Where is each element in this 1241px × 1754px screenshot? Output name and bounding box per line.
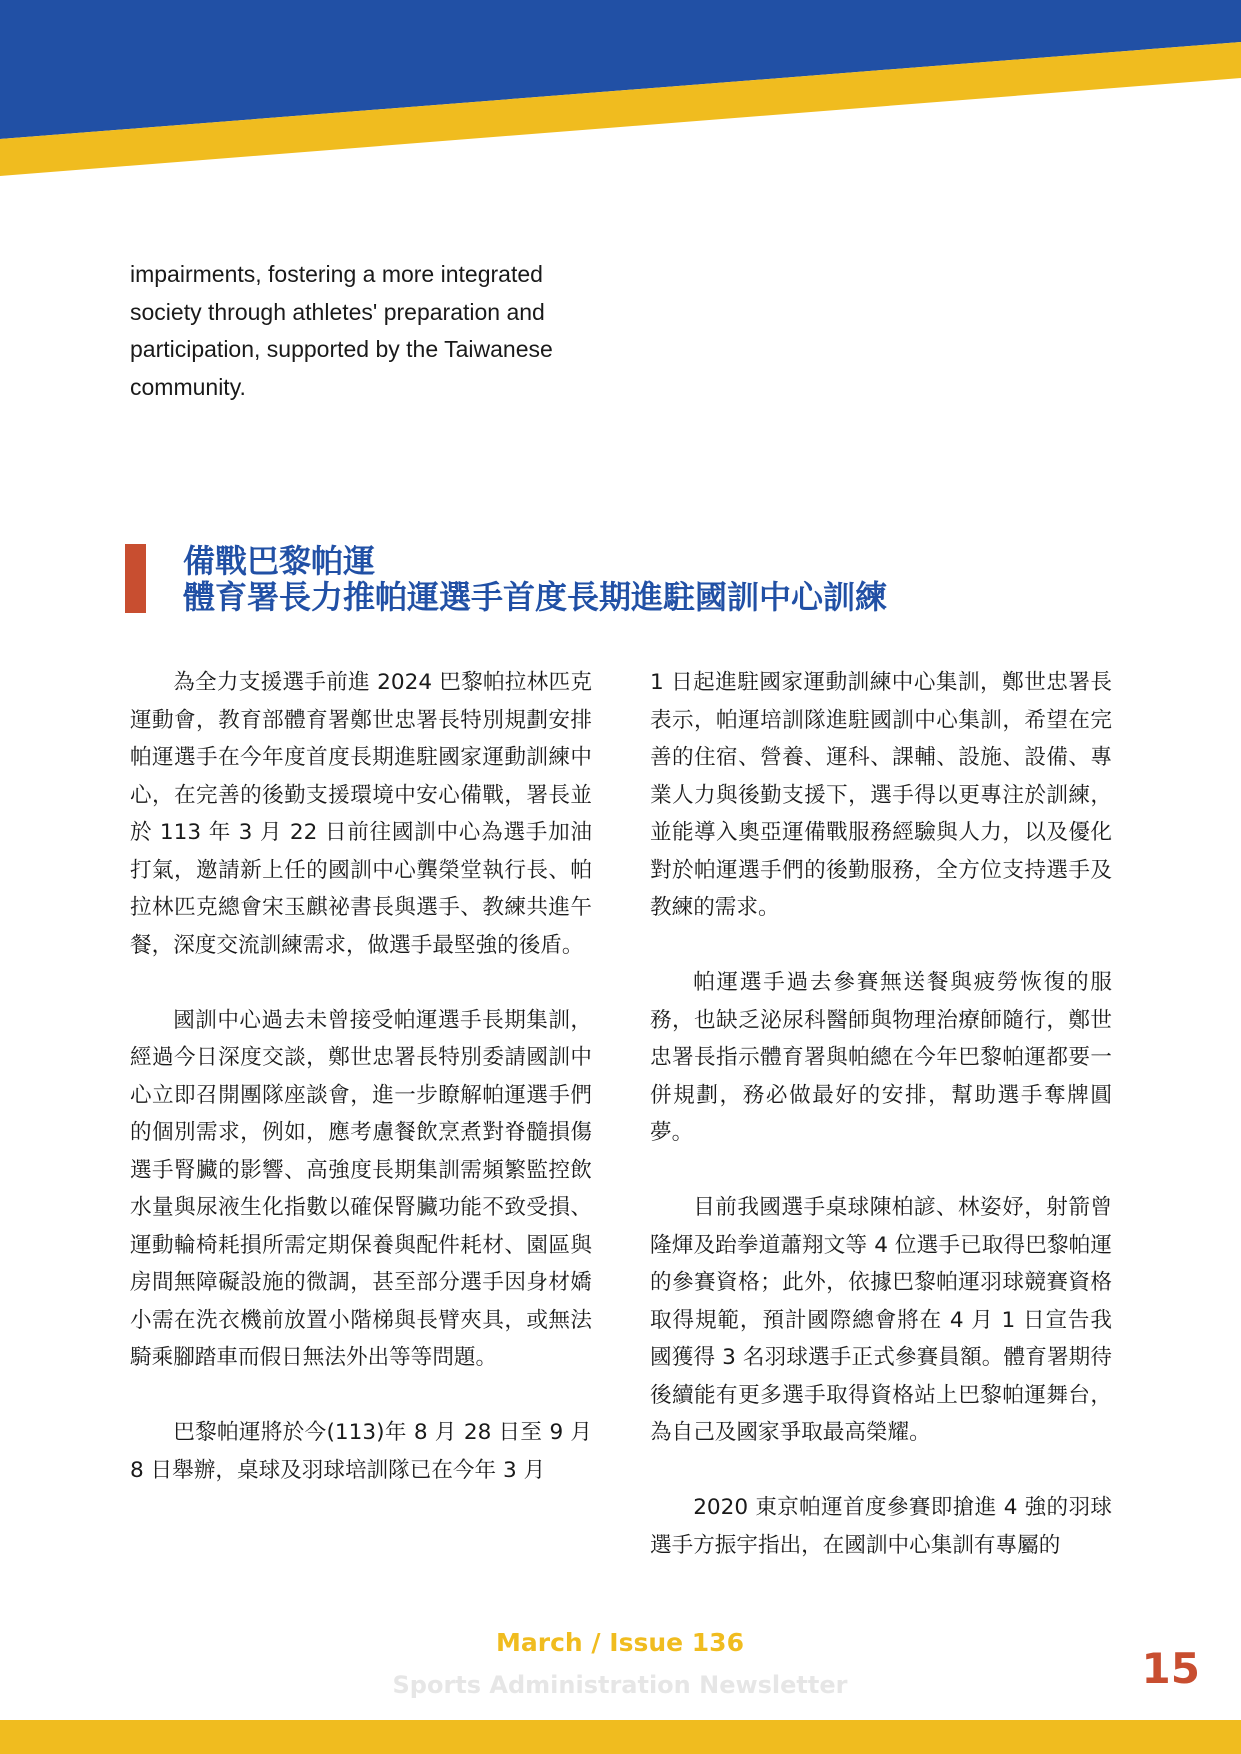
paragraph: 目前我國選手桌球陳柏諺、林姿妤，射箭曾隆煇及跆拳道蕭翔文等 4 位選手已取得巴黎帕運的參賽資格；此外，依據巴黎帕運羽球競賽資格取得規範，預計國際總會將在 4 月 1 日宣告我國獲得 3 名羽球選手正式參賽員額。體育署期待後續能有更多選手取得資格站上巴黎帕運舞台，為自己及國家爭取最高榮耀。 bbox=[650, 1195, 1112, 1445]
footer-publication: Sports Administration Newsletter bbox=[392, 1671, 848, 1699]
heading-line-1: 備戰巴黎帕運 bbox=[183, 542, 376, 580]
header-banner bbox=[0, 0, 1241, 180]
paragraph: 為全力支援選手前進 2024 巴黎帕拉林匹克運動會，教育部體育署鄭世忠署長特別規劃安排帕運選手在今年度首度長期進駐國家運動訓練中心，在完善的後勤支援環境中安心備戰，署長並於 113 年 3 月 22 日前往國訓中心為選手加油打氣，邀請新上任的國訓中心龔榮堂執行長、帕拉林匹克總會宋玉麒祕書長與選手、教練共進午餐，深度交流訓練需求，做選手最堅強的後盾。 bbox=[130, 670, 592, 958]
intro-paragraph: impairments, fostering a more integrated society through athletes' preparation and participation, supported by the Taiwanese community. bbox=[130, 261, 553, 400]
heading-line-2: 體育署長力推帕運選手首度長期進駐國訓中心訓練 bbox=[183, 578, 888, 616]
article-column-right bbox=[650, 664, 1112, 1564]
paragraph: 國訓中心過去未曾接受帕運選手長期集訓，經過今日深度交談，鄭世忠署長特別委請國訓中心立即召開團隊座談會，進一步瞭解帕運選手們的個別需求，例如，應考慮餐飲烹煮對脊髓損傷選手腎臟的影響、高強度長期集訓需頻繁監控飲水量與尿液生化指數以確保腎臟功能不致受損、運動輪椅耗損所需定期保養與配件耗材、園區與房間無障礙設施的微調，甚至部分選手因身材嬌小需在洗衣機前放置小階梯與長臂夾具，或無法騎乘腳踏車而假日無法外出等等問題。 bbox=[130, 1007, 592, 1370]
section-heading bbox=[125, 543, 1125, 615]
footer-issue: March / Issue 136 bbox=[496, 1628, 744, 1657]
paragraph: 帕運選手過去參賽無送餐與疲勞恢復的服務，也缺乏泌尿科醫師與物理治療師隨行，鄭世忠署長指示體育署與帕總在今年巴黎帕運都要一併規劃，務必做最好的安排，幫助選手奪牌圓夢。 bbox=[650, 970, 1112, 1145]
article-column-left bbox=[130, 664, 592, 1489]
paragraph: 1 日起進駐國家運動訓練中心集訓，鄭世忠署長表示，帕運培訓隊進駐國訓中心集訓，希望在完善的住宿、營養、運科、課輔、設施、設備、專業人力與後勤支援下，選手得以更專注於訓練，並能導入奧亞運備戰服務經驗與人力，以及優化對於帕運選手們的後勤服務，全方位支持選手及教練的需求。 bbox=[650, 670, 1112, 920]
paragraph: 巴黎帕運將於今(113)年 8 月 28 日至 9 月 8 日舉辦，桌球及羽球培訓隊已在今年 3 月 bbox=[130, 1420, 592, 1483]
footer-bar bbox=[0, 1720, 1241, 1754]
paragraph: 2020 東京帕運首度參賽即搶進 4 強的羽球選手方振宇指出，在國訓中心集訓有專屬的 bbox=[650, 1495, 1112, 1558]
page-number: 15 bbox=[1141, 1644, 1200, 1693]
heading-accent-bar bbox=[125, 544, 146, 613]
